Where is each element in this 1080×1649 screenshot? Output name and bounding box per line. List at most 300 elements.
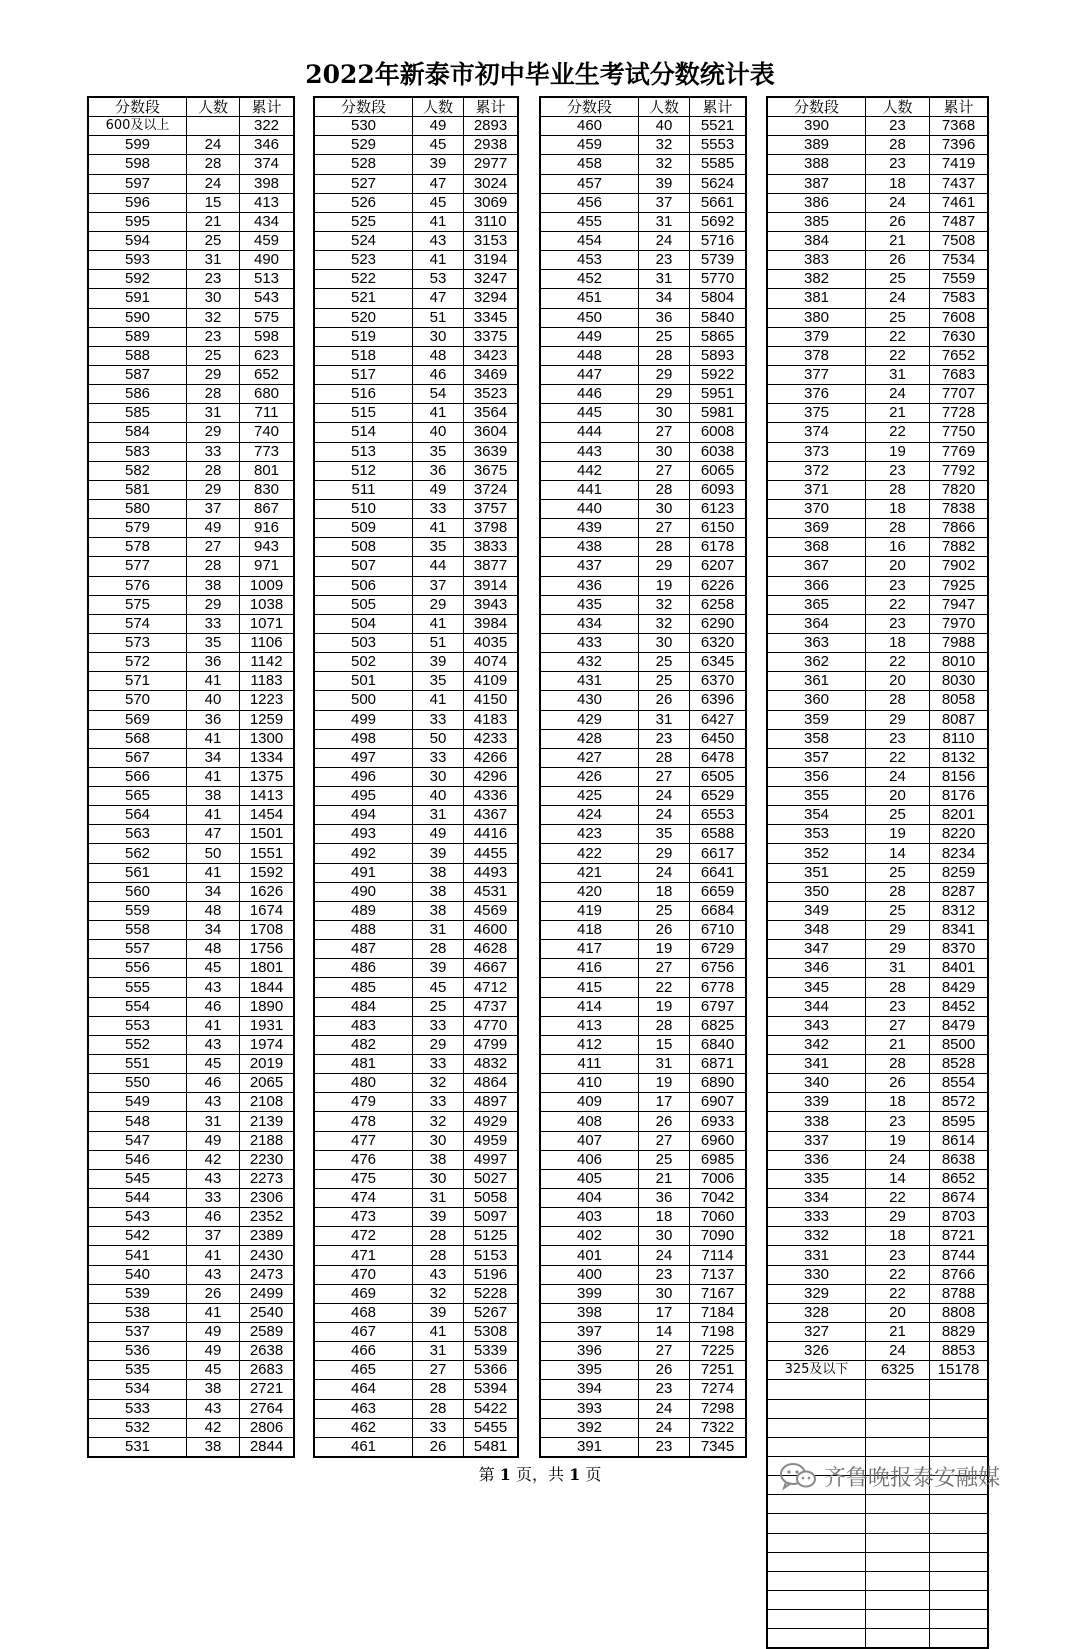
count-cell: 39	[413, 653, 464, 672]
table-row	[540, 1131, 746, 1150]
count-cell	[866, 1610, 930, 1629]
count-cell: 40	[413, 787, 464, 806]
score-cell: 501	[314, 672, 413, 691]
cumulative-cell: 8132	[930, 748, 989, 767]
cumulative-cell: 1454	[240, 806, 295, 825]
table-row	[767, 557, 988, 576]
cumulative-cell: 8259	[930, 863, 989, 882]
table-row	[314, 921, 518, 940]
score-cell: 457	[540, 174, 639, 193]
count-cell	[866, 1590, 930, 1609]
cumulative-cell: 7902	[930, 557, 989, 576]
score-cell: 392	[540, 1418, 639, 1437]
cumulative-cell: 7820	[930, 480, 989, 499]
score-cell: 336	[767, 1150, 866, 1169]
score-cell: 513	[314, 442, 413, 461]
cumulative-cell: 6478	[690, 748, 747, 767]
count-cell: 40	[187, 691, 240, 710]
table-row	[540, 825, 746, 844]
table-row	[767, 901, 988, 920]
score-cell: 591	[88, 289, 187, 308]
cumulative-cell: 1801	[240, 959, 295, 978]
count-cell: 43	[187, 1035, 240, 1054]
table-row	[88, 767, 294, 786]
cumulative-cell: 3153	[464, 231, 519, 250]
score-cell: 495	[314, 787, 413, 806]
count-cell: 43	[187, 978, 240, 997]
table-row	[88, 174, 294, 193]
table-row	[767, 787, 988, 806]
table-row	[314, 978, 518, 997]
cumulative-cell: 1551	[240, 844, 295, 863]
cumulative-cell: 680	[240, 385, 295, 404]
cumulative-cell: 6258	[690, 595, 747, 614]
score-cell: 575	[88, 595, 187, 614]
count-cell: 47	[187, 825, 240, 844]
table-row	[767, 1227, 988, 1246]
count-cell: 22	[639, 978, 690, 997]
count-cell: 25	[639, 901, 690, 920]
cumulative-cell	[930, 1571, 989, 1590]
count-cell: 41	[413, 614, 464, 633]
cumulative-cell: 3639	[464, 442, 519, 461]
count-cell	[866, 1418, 930, 1437]
cumulative-cell: 8234	[930, 844, 989, 863]
cumulative-cell: 6729	[690, 940, 747, 959]
count-cell: 24	[866, 193, 930, 212]
count-cell: 41	[413, 404, 464, 423]
table-row	[88, 1418, 294, 1437]
column-header: 累计	[930, 97, 989, 117]
cumulative-cell: 7707	[930, 385, 989, 404]
score-cell: 444	[540, 423, 639, 442]
table-row	[314, 997, 518, 1016]
cumulative-cell	[930, 1495, 989, 1514]
table-row	[540, 959, 746, 978]
score-table-column-2	[313, 96, 519, 1458]
score-cell: 593	[88, 251, 187, 270]
table-row	[88, 863, 294, 882]
table-row	[540, 653, 746, 672]
score-cell: 378	[767, 346, 866, 365]
table-row	[540, 308, 746, 327]
count-cell: 22	[866, 653, 930, 672]
count-cell: 24	[639, 787, 690, 806]
cumulative-cell: 1106	[240, 633, 295, 652]
score-cell: 579	[88, 519, 187, 538]
cumulative-cell: 6290	[690, 614, 747, 633]
score-cell: 510	[314, 499, 413, 518]
table-row	[314, 1131, 518, 1150]
table-row	[314, 653, 518, 672]
count-cell: 35	[413, 538, 464, 557]
count-cell: 39	[413, 155, 464, 174]
cumulative-cell: 1142	[240, 653, 295, 672]
cumulative-cell: 3798	[464, 519, 519, 538]
score-cell: 367	[767, 557, 866, 576]
cumulative-cell: 8572	[930, 1093, 989, 1112]
table-row	[88, 499, 294, 518]
score-cell	[767, 1571, 866, 1590]
cumulative-cell: 7750	[930, 423, 989, 442]
cumulative-cell: 434	[240, 212, 295, 231]
table-row	[88, 557, 294, 576]
table-row	[314, 1284, 518, 1303]
score-cell: 450	[540, 308, 639, 327]
cumulative-cell: 830	[240, 480, 295, 499]
cumulative-cell: 5058	[464, 1189, 519, 1208]
score-cell	[767, 1552, 866, 1571]
table-row	[314, 1399, 518, 1418]
count-cell: 35	[413, 672, 464, 691]
count-cell: 50	[413, 729, 464, 748]
cumulative-cell: 7251	[690, 1361, 747, 1380]
table-row	[88, 1112, 294, 1131]
cumulative-cell: 3564	[464, 404, 519, 423]
cumulative-cell: 6370	[690, 672, 747, 691]
table-row	[88, 1323, 294, 1342]
table-row	[314, 1227, 518, 1246]
table-row	[540, 1361, 746, 1380]
table-row	[88, 1284, 294, 1303]
count-cell: 25	[413, 997, 464, 1016]
count-cell: 33	[413, 499, 464, 518]
score-cell: 455	[540, 212, 639, 231]
count-cell: 27	[639, 423, 690, 442]
cumulative-cell: 6178	[690, 538, 747, 557]
count-cell: 24	[639, 1399, 690, 1418]
cumulative-cell: 3423	[464, 346, 519, 365]
cumulative-cell: 2589	[240, 1323, 295, 1342]
score-cell: 525	[314, 212, 413, 231]
cumulative-cell: 4864	[464, 1074, 519, 1093]
table-row	[767, 844, 988, 863]
count-cell: 25	[187, 231, 240, 250]
score-cell: 564	[88, 806, 187, 825]
cumulative-cell: 6226	[690, 576, 747, 595]
count-cell: 53	[413, 270, 464, 289]
cumulative-cell: 4266	[464, 748, 519, 767]
count-cell: 25	[866, 901, 930, 920]
count-cell: 36	[187, 710, 240, 729]
cumulative-cell: 1375	[240, 767, 295, 786]
cumulative-cell: 8853	[930, 1342, 989, 1361]
cumulative-cell: 6684	[690, 901, 747, 920]
count-cell: 29	[187, 365, 240, 384]
count-cell: 49	[187, 1131, 240, 1150]
score-cell: 474	[314, 1189, 413, 1208]
score-cell	[767, 1399, 866, 1418]
table-row	[540, 729, 746, 748]
score-cell: 411	[540, 1055, 639, 1074]
count-cell: 23	[639, 729, 690, 748]
count-cell: 33	[187, 1189, 240, 1208]
count-cell: 23	[639, 1380, 690, 1399]
table-row	[88, 653, 294, 672]
cumulative-cell: 5228	[464, 1284, 519, 1303]
count-cell: 44	[413, 557, 464, 576]
cumulative-cell: 513	[240, 270, 295, 289]
score-cell: 422	[540, 844, 639, 863]
cumulative-cell: 4569	[464, 901, 519, 920]
score-cell: 396	[540, 1342, 639, 1361]
table-row	[767, 499, 988, 518]
count-cell: 38	[413, 901, 464, 920]
table-row	[314, 1093, 518, 1112]
score-cell: 388	[767, 155, 866, 174]
count-cell: 43	[187, 1265, 240, 1284]
footer-middle: 页，共	[510, 1465, 570, 1484]
score-cell: 557	[88, 940, 187, 959]
table-row	[540, 595, 746, 614]
table-row	[767, 576, 988, 595]
cumulative-cell: 8287	[930, 882, 989, 901]
cumulative-cell	[930, 1437, 989, 1456]
count-cell: 25	[639, 1150, 690, 1169]
column-header: 人数	[639, 97, 690, 117]
score-cell: 334	[767, 1189, 866, 1208]
table-row	[767, 1189, 988, 1208]
cumulative-cell: 3604	[464, 423, 519, 442]
count-cell: 20	[866, 672, 930, 691]
table-row	[314, 557, 518, 576]
cumulative-cell: 623	[240, 346, 295, 365]
cumulative-cell: 801	[240, 461, 295, 480]
cumulative-cell: 6756	[690, 959, 747, 978]
score-cell: 504	[314, 614, 413, 633]
score-cell: 453	[540, 251, 639, 270]
table-row	[767, 423, 988, 442]
cumulative-cell: 7630	[930, 327, 989, 346]
table-row	[540, 1189, 746, 1208]
cumulative-cell: 5893	[690, 346, 747, 365]
count-cell: 43	[187, 1093, 240, 1112]
score-cell: 547	[88, 1131, 187, 1150]
cumulative-cell: 8030	[930, 672, 989, 691]
count-cell: 23	[866, 576, 930, 595]
table-row	[314, 844, 518, 863]
cumulative-cell: 5394	[464, 1380, 519, 1399]
table-row	[314, 691, 518, 710]
table-row	[88, 1208, 294, 1227]
cumulative-cell: 5125	[464, 1227, 519, 1246]
table-row	[767, 1495, 988, 1514]
cumulative-cell: 7925	[930, 576, 989, 595]
score-cell: 530	[314, 117, 413, 136]
count-cell: 48	[413, 346, 464, 365]
table-row	[540, 346, 746, 365]
score-cell: 492	[314, 844, 413, 863]
table-row	[767, 365, 988, 384]
score-cell: 370	[767, 499, 866, 518]
count-cell: 31	[639, 270, 690, 289]
cumulative-cell: 7508	[930, 231, 989, 250]
cumulative-cell: 2977	[464, 155, 519, 174]
table-header-row	[88, 97, 294, 117]
cumulative-cell	[930, 1629, 989, 1649]
score-cell: 598	[88, 155, 187, 174]
cumulative-cell: 6396	[690, 691, 747, 710]
score-cell: 398	[540, 1303, 639, 1322]
count-cell: 23	[866, 1246, 930, 1265]
cumulative-cell: 711	[240, 404, 295, 423]
table-row	[540, 289, 746, 308]
table-row	[767, 921, 988, 940]
table-row	[540, 557, 746, 576]
score-cell: 372	[767, 461, 866, 480]
cumulative-cell: 8312	[930, 901, 989, 920]
score-cell: 433	[540, 633, 639, 652]
column-header: 累计	[240, 97, 295, 117]
count-cell: 41	[413, 691, 464, 710]
count-cell: 41	[187, 672, 240, 691]
cumulative-cell: 15178	[930, 1361, 989, 1380]
cumulative-cell: 4712	[464, 978, 519, 997]
count-cell: 29	[187, 423, 240, 442]
cumulative-cell: 6907	[690, 1093, 747, 1112]
count-cell: 46	[413, 365, 464, 384]
count-cell: 30	[639, 404, 690, 423]
score-cell: 407	[540, 1131, 639, 1150]
count-cell: 31	[413, 921, 464, 940]
cumulative-cell: 6871	[690, 1055, 747, 1074]
count-cell: 17	[639, 1093, 690, 1112]
cumulative-cell	[930, 1399, 989, 1418]
cumulative-cell: 5455	[464, 1418, 519, 1437]
count-cell: 26	[639, 1112, 690, 1131]
table-row	[767, 1074, 988, 1093]
count-cell: 21	[866, 231, 930, 250]
table-row	[88, 155, 294, 174]
score-cell	[767, 1629, 866, 1649]
table-row	[767, 117, 988, 136]
score-cell: 588	[88, 346, 187, 365]
count-cell: 27	[639, 519, 690, 538]
cumulative-cell: 4455	[464, 844, 519, 863]
count-cell: 45	[413, 136, 464, 155]
score-cell: 399	[540, 1284, 639, 1303]
table-row	[314, 1323, 518, 1342]
table-row	[540, 748, 746, 767]
count-cell: 16	[866, 538, 930, 557]
table-row	[767, 404, 988, 423]
score-cell: 389	[767, 136, 866, 155]
cumulative-cell: 5422	[464, 1399, 519, 1418]
cumulative-cell: 773	[240, 442, 295, 461]
cumulative-cell: 575	[240, 308, 295, 327]
score-cell: 442	[540, 461, 639, 480]
score-cell: 483	[314, 1016, 413, 1035]
footer-page-number: 1	[499, 1465, 511, 1484]
count-cell: 43	[413, 1265, 464, 1284]
score-cell: 404	[540, 1189, 639, 1208]
cumulative-cell: 8220	[930, 825, 989, 844]
score-cell: 582	[88, 461, 187, 480]
table-row	[314, 327, 518, 346]
count-cell: 18	[866, 174, 930, 193]
count-cell: 30	[413, 1131, 464, 1150]
table-row	[88, 1150, 294, 1169]
count-cell: 18	[639, 882, 690, 901]
score-cell: 349	[767, 901, 866, 920]
cumulative-cell: 5027	[464, 1169, 519, 1188]
table-row	[314, 940, 518, 959]
cumulative-cell: 8341	[930, 921, 989, 940]
count-cell: 41	[413, 519, 464, 538]
table-row	[767, 940, 988, 959]
count-cell: 49	[187, 1342, 240, 1361]
count-cell: 18	[866, 1093, 930, 1112]
cumulative-cell: 4367	[464, 806, 519, 825]
score-cell: 560	[88, 882, 187, 901]
column-header: 分数段	[540, 97, 639, 117]
score-cell: 447	[540, 365, 639, 384]
score-cell: 400	[540, 1265, 639, 1284]
cumulative-cell: 6038	[690, 442, 747, 461]
count-cell	[866, 1552, 930, 1571]
table-row	[767, 614, 988, 633]
score-cell: 384	[767, 231, 866, 250]
score-cell: 343	[767, 1016, 866, 1035]
table-row	[767, 289, 988, 308]
column-header: 人数	[413, 97, 464, 117]
score-cell: 519	[314, 327, 413, 346]
count-cell: 29	[866, 940, 930, 959]
cumulative-cell: 1038	[240, 595, 295, 614]
count-cell: 24	[639, 806, 690, 825]
cumulative-cell: 1334	[240, 748, 295, 767]
score-cell: 331	[767, 1246, 866, 1265]
table-row	[767, 231, 988, 250]
count-cell: 36	[639, 308, 690, 327]
table-row	[88, 480, 294, 499]
count-cell: 22	[866, 327, 930, 346]
cumulative-cell: 6553	[690, 806, 747, 825]
cumulative-cell: 6890	[690, 1074, 747, 1093]
table-row	[540, 1169, 746, 1188]
cumulative-cell: 4997	[464, 1150, 519, 1169]
score-cell: 489	[314, 901, 413, 920]
score-cell: 595	[88, 212, 187, 231]
table-row	[540, 155, 746, 174]
score-cell: 408	[540, 1112, 639, 1131]
score-cell: 348	[767, 921, 866, 940]
count-cell: 46	[187, 1208, 240, 1227]
cumulative-cell: 7368	[930, 117, 989, 136]
score-cell: 528	[314, 155, 413, 174]
cumulative-cell: 4628	[464, 940, 519, 959]
score-cell: 325及以下	[767, 1361, 866, 1380]
score-cell: 360	[767, 691, 866, 710]
count-cell	[866, 1399, 930, 1418]
cumulative-cell: 8638	[930, 1150, 989, 1169]
count-cell: 42	[187, 1150, 240, 1169]
score-cell: 344	[767, 997, 866, 1016]
score-cell: 329	[767, 1284, 866, 1303]
score-cell: 441	[540, 480, 639, 499]
cumulative-cell: 7437	[930, 174, 989, 193]
cumulative-cell: 4737	[464, 997, 519, 1016]
count-cell: 34	[187, 882, 240, 901]
count-cell: 22	[866, 1265, 930, 1284]
cumulative-cell: 4770	[464, 1016, 519, 1035]
score-cell: 328	[767, 1303, 866, 1322]
table-row	[314, 538, 518, 557]
cumulative-cell: 2893	[464, 117, 519, 136]
count-cell: 43	[413, 231, 464, 250]
table-row	[88, 1074, 294, 1093]
count-cell: 31	[639, 1055, 690, 1074]
